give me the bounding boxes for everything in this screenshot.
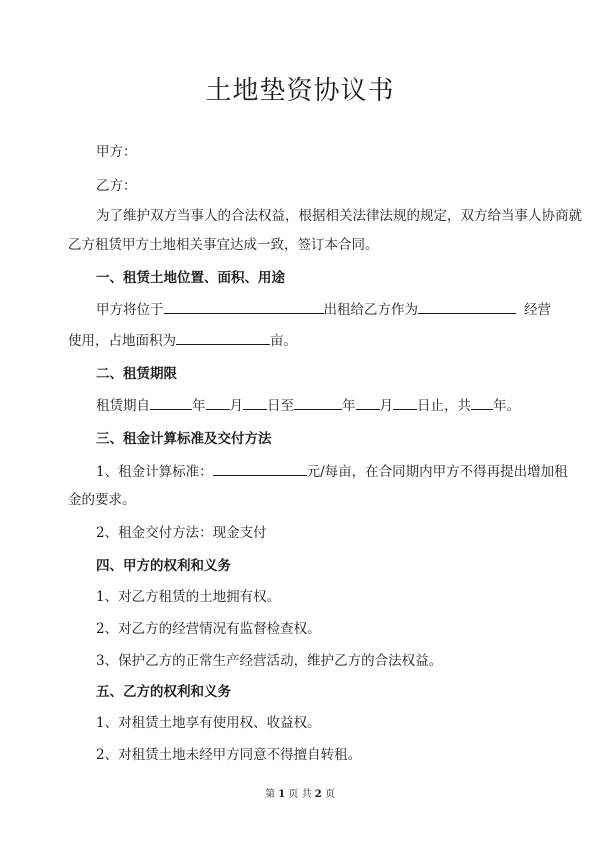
party-a-right-1: 1、对乙方租赁的土地拥有权。 <box>96 589 281 605</box>
page-number-footer <box>0 788 600 802</box>
purpose-blank[interactable] <box>418 299 516 314</box>
end-month-blank[interactable] <box>356 395 380 410</box>
start-month-blank[interactable] <box>206 395 230 410</box>
section-1-heading: 一、租赁土地位置、面积、用途 <box>96 270 285 286</box>
start-day-blank[interactable] <box>243 395 267 410</box>
end-day-blank[interactable] <box>393 395 417 410</box>
party-a-right-3: 3、保护乙方的正常生产经营活动，维护乙方的合法权益。 <box>96 653 443 669</box>
party-a-right-2: 2、对乙方的经营情况有监督检查权。 <box>96 621 321 637</box>
start-year-blank[interactable] <box>150 395 192 410</box>
intro-line-1: 为了维护双方当事人的合法权益，根据相关法律法规的规定，双方给当事人协商就 <box>96 208 582 224</box>
party-a-label: 甲方： <box>96 144 137 160</box>
total-page-number: 2 <box>314 789 322 800</box>
rent-payment-method: 2、租金交付方法：现金支付 <box>96 525 267 541</box>
footer-middle: 页 共 <box>288 789 312 800</box>
end-year-blank[interactable] <box>294 395 342 410</box>
area-prefix: 使用，占地面积为 <box>68 333 176 349</box>
rent-standard-continuation: 金的要求。 <box>68 492 136 508</box>
section-1-line-2 <box>68 330 297 351</box>
total-years-blank[interactable] <box>471 395 493 410</box>
start-year-unit: 年 <box>192 398 206 414</box>
rent-standard-label: 1、租金计算标准： <box>96 464 213 480</box>
section-5-heading: 五、乙方的权利和义务 <box>96 684 231 700</box>
end-month-unit: 月 <box>379 398 393 414</box>
footer-suffix: 页 <box>324 789 335 800</box>
term-start-label: 租赁期自 <box>96 398 150 414</box>
party-b-right-2: 2、对租赁土地未经甲方同意不得擅自转租。 <box>96 747 362 763</box>
section-2-heading: 二、租赁期限 <box>96 366 177 382</box>
rent-standard-line <box>96 461 568 482</box>
footer-prefix: 第 <box>265 789 276 800</box>
start-day-unit: 日至 <box>267 398 294 414</box>
total-years-unit: 年。 <box>493 398 520 414</box>
current-page-number: 1 <box>278 789 286 800</box>
party-b-right-1: 1、对租赁土地享有使用权、收益权。 <box>96 715 321 731</box>
lease-term-line <box>96 395 520 416</box>
lease-purpose-prefix: 出租给乙方作为 <box>323 302 418 318</box>
start-month-unit: 月 <box>229 398 243 414</box>
end-year-unit: 年 <box>342 398 356 414</box>
section-4-heading: 四、甲方的权利和义务 <box>96 558 231 574</box>
business-suffix: 经营 <box>524 302 551 318</box>
end-day-unit: 日止，共 <box>417 398 471 414</box>
location-prefix: 甲方将位于 <box>96 302 164 318</box>
party-b-label: 乙方： <box>96 178 137 194</box>
rent-standard-text: 元/每亩，在合同期内甲方不得再提出增加租 <box>306 464 568 480</box>
document-title: 土地垫资协议书 <box>205 76 395 106</box>
location-blank[interactable] <box>164 299 324 314</box>
section-3-heading: 三、租金计算标准及交付方法 <box>96 431 272 447</box>
intro-line-2: 乙方租赁甲方土地相关事宜达成一致，签订本合同。 <box>68 237 379 253</box>
rent-amount-blank[interactable] <box>213 461 307 476</box>
section-1-line-1 <box>96 299 551 320</box>
area-blank[interactable] <box>176 330 270 345</box>
area-unit: 亩。 <box>270 333 297 349</box>
